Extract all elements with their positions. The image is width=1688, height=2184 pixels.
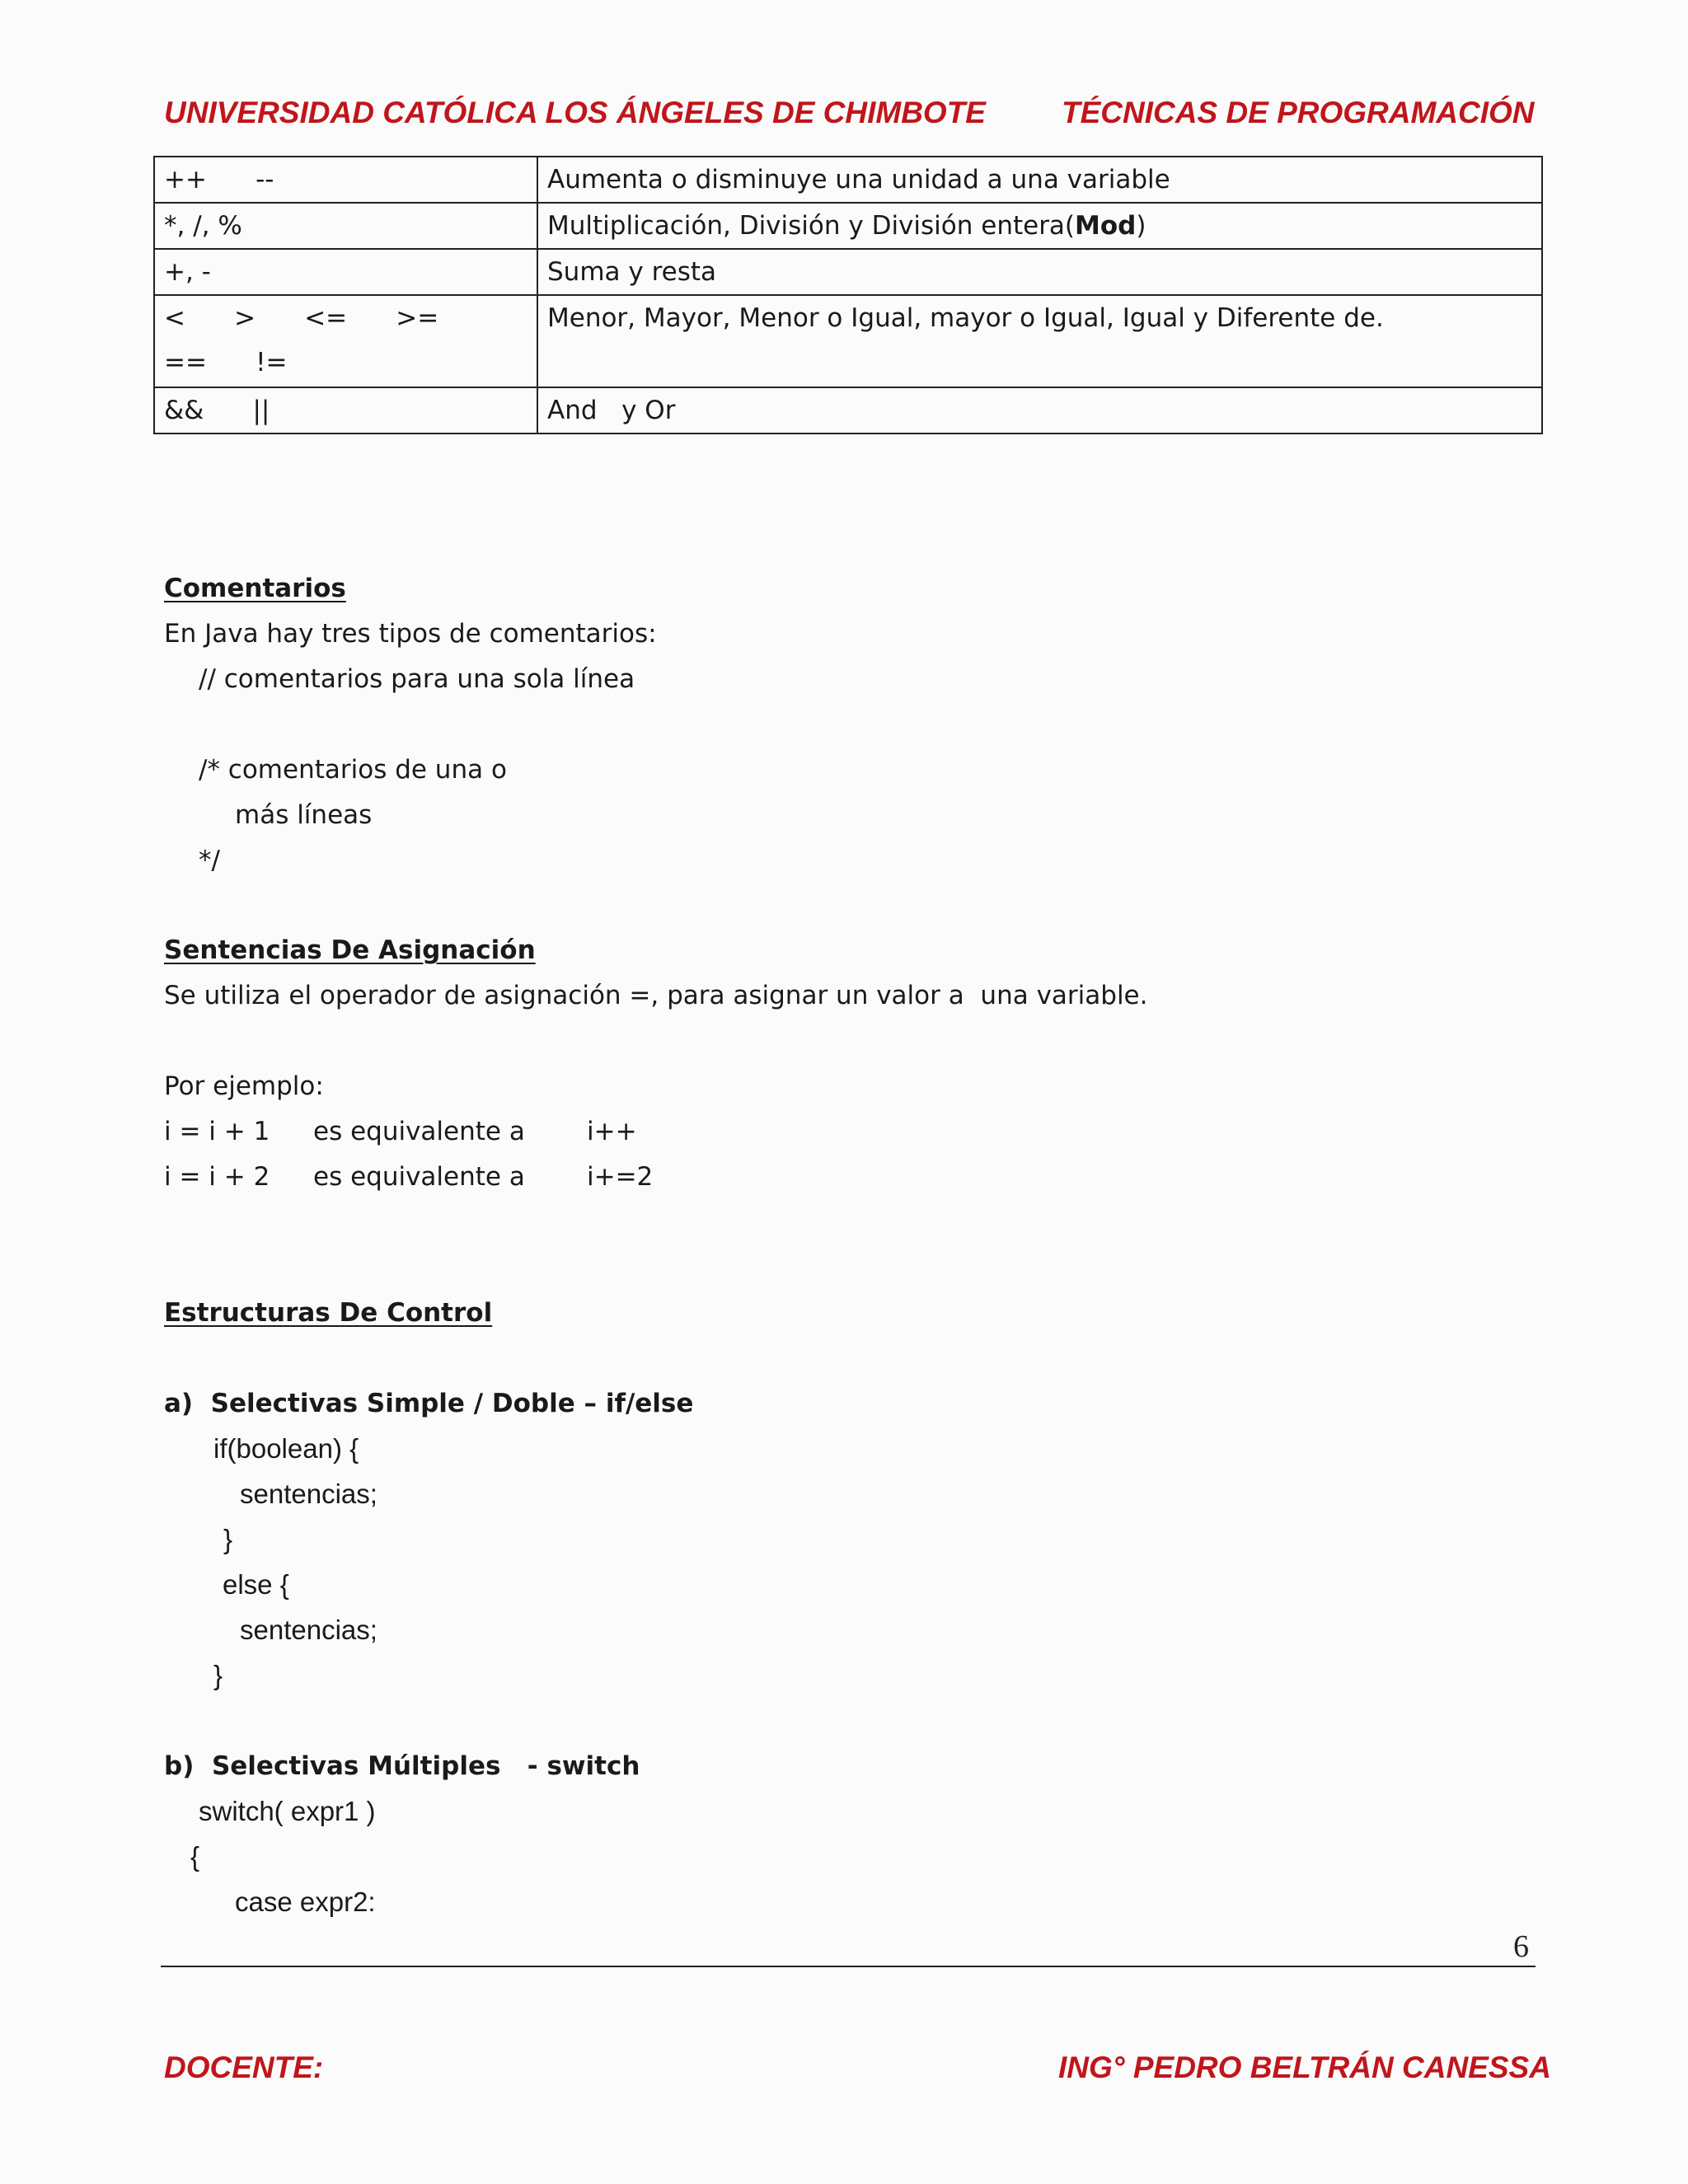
subheading-if-else: a) Selectivas Simple / Doble – if/else: [164, 1389, 694, 1418]
table-row: [154, 295, 1542, 387]
example-shorthand: i+=2: [587, 1162, 654, 1192]
description-cell: Menor, Mayor, Menor o Igual, mayor o Igual, Igual y Diferente de.: [537, 295, 1542, 387]
table-row: [154, 157, 1542, 203]
subheading-switch: b) Selectivas Múltiples - switch: [164, 1751, 640, 1781]
example-expression: i = i + 1: [164, 1117, 270, 1146]
operator-cell: [154, 295, 537, 387]
code-line: switch( expr1 ): [199, 1796, 376, 1826]
table-row: [154, 387, 1542, 434]
code-line: }: [223, 1524, 233, 1554]
operators-table: [153, 156, 1543, 434]
operator-line: < > <= >=: [164, 303, 439, 333]
table-row: [154, 249, 1542, 295]
example-label: Por ejemplo:: [164, 1071, 324, 1101]
description-cell: And y Or: [537, 387, 1542, 434]
code-line: }: [213, 1660, 223, 1690]
description-cell: Suma y resta: [537, 249, 1542, 295]
section-heading-control: Estructuras De Control: [164, 1298, 493, 1328]
single-line-comment-example: // comentarios para una sola línea: [199, 664, 635, 694]
description-text: Multiplicación, División y División entera(: [547, 211, 1076, 241]
description-cell: Aumenta o disminuye una unidad a una variable: [537, 157, 1542, 203]
asignacion-text: Se utiliza el operador de asignación =, para asignar un valor a una variable.: [164, 981, 1148, 1010]
example-expression: i = i + 2: [164, 1162, 270, 1192]
table-row: [154, 203, 1542, 249]
operator-cell: ++ --: [154, 157, 537, 203]
code-line: sentencias;: [240, 1479, 377, 1509]
comentarios-intro: En Java hay tres tipos de comentarios:: [164, 619, 657, 649]
description-text-end: ): [1136, 211, 1146, 241]
example-equivalence: es equivalente a: [313, 1117, 525, 1146]
example-shorthand: i++: [587, 1117, 637, 1146]
block-comment-line: más líneas: [235, 800, 373, 830]
code-line: {: [190, 1841, 200, 1872]
footer-divider: [161, 1966, 1536, 1967]
header-university: UNIVERSIDAD CATÓLICA LOS ÁNGELES DE CHIMBOTE: [164, 96, 986, 129]
operator-cell: && ||: [154, 387, 537, 434]
section-heading-comentarios: Comentarios: [164, 574, 346, 603]
code-line: if(boolean) {: [213, 1433, 359, 1464]
operator-line: == !=: [164, 348, 288, 377]
description-bold-text: Mod: [1075, 211, 1137, 241]
header-course: TÉCNICAS DE PROGRAMACIÓN: [1062, 96, 1535, 129]
block-comment-line: */: [199, 846, 220, 875]
block-comment-line: /* comentarios de una o: [199, 755, 507, 785]
code-line: sentencias;: [240, 1615, 377, 1645]
description-cell: [537, 203, 1542, 249]
section-heading-asignacion: Sentencias De Asignación: [164, 935, 536, 965]
code-line: else {: [223, 1569, 289, 1600]
code-line: case expr2:: [235, 1886, 376, 1917]
operator-cell: *, /, %: [154, 203, 537, 249]
footer-teacher-name: ING° PEDRO BELTRÁN CANESSA: [1058, 2050, 1551, 2084]
footer-label: DOCENTE:: [164, 2050, 324, 2084]
page-number: 6: [1513, 1929, 1529, 1964]
operator-cell: +, -: [154, 249, 537, 295]
example-equivalence: es equivalente a: [313, 1162, 525, 1192]
